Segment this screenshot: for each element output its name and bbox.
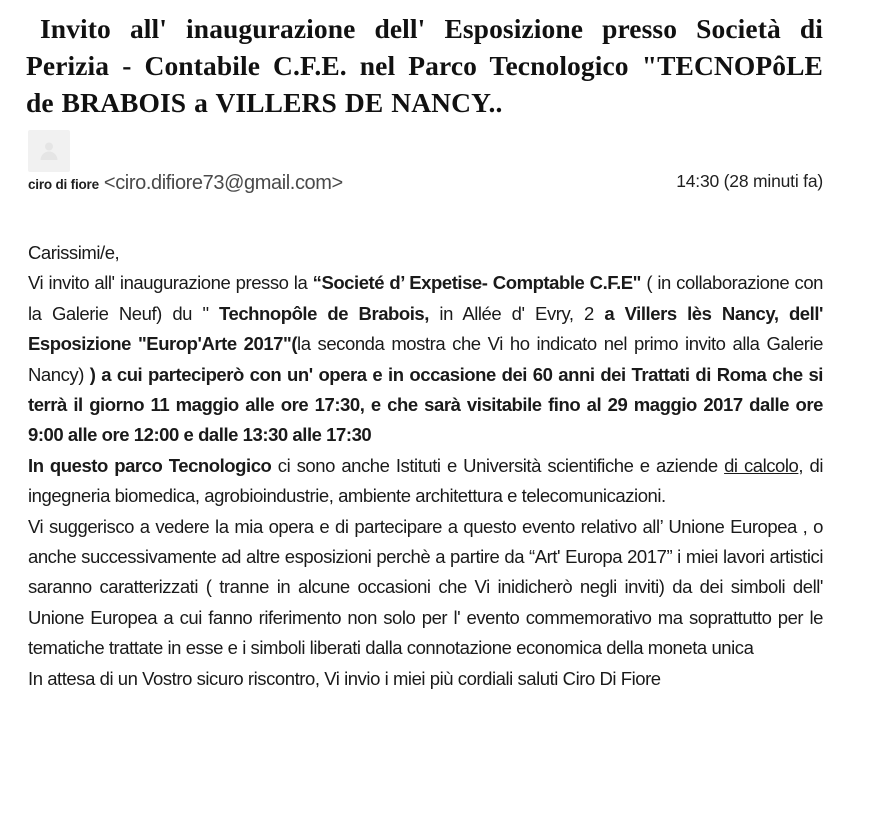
email-body (28, 238, 823, 694)
email-subject: Invito all' inaugurazione dell' Esposizione presso Società di Perizia - Contabile C.F.E. nel Parco Tecnologico "TECNOPôLE de BRABOIS a VILLERS DE NANCY.. (26, 13, 823, 118)
p2-tail: , di ingegneria biomedica, agrobioindustrie, ambiente architettura e telecomunicazioni. (28, 454, 823, 507)
sender-identity[interactable] (28, 170, 343, 198)
sender-name: ciro di fiore (28, 177, 99, 192)
p1-address: in Allée d' Evry, 2 (428, 302, 605, 324)
body-paragraph-1 (28, 268, 823, 450)
p2-di-calcolo-underline: di calcolo (724, 454, 799, 476)
p1-parenthetical: la seconda mostra che Vi ho indicato nel primo invito alla Galerie Nancy) (28, 333, 823, 385)
p1-event-details-bold: ) a cui parteciperò con un' opera e in occasione dei 60 anni dei Trattati di Roma che si terrà il giorno 11 maggio alle ore 17:30, e che sarà visitabile fino al 29 maggio 2017 dalle ore 9:00 alle ore 12:00 e dalle 13:30 alle 17:30 (28, 363, 823, 446)
p2-parco-bold: In questo parco Tecnologico (28, 454, 272, 476)
body-greeting (28, 238, 823, 268)
p1-villers-bold: a Villers lès Nancy, dell' Esposizione "Europ'Arte 2017"( (28, 302, 823, 355)
body-paragraph-4-closing: In attesa di un Vostro sicuro riscontro, Vi invio i miei più cordiali saluti Ciro Di Fiore (28, 667, 661, 689)
p1-societe-bold: “Societé d’ Expetise- Comptable C.F.E" (312, 272, 641, 294)
body-paragraph-3: Vi suggerisco a vedere la mia opera e di partecipare a questo evento relativo all’ Unione Europea , o anche successivamente ad altre esposizioni perchè a partire da “Art' Europa 2017” i miei lavori artistici saranno caratterizzati ( tranne in alcune occasioni che Vi inidicherò negli inviti) da dei simboli dell' Unione Europea a cui fanno riferimento non solo per l' evento commemorativo ma soprattutto per le tematiche trattate in esse e i simboli liberati dalla connotazione economica della moneta unica (28, 515, 823, 659)
p2-istituti: ci sono anche Istituti e Università scientifiche e aziende (271, 454, 725, 476)
p1-collab: ( in collaborazione con la Galerie Neuf) du " (28, 272, 823, 324)
p1-intro: Vi invito all' inaugurazione presso la (28, 272, 313, 294)
p1-technopole-bold: Technopôle de Brabois, (219, 302, 429, 324)
email-timestamp: 14:30 (28 minuti fa) (676, 171, 823, 191)
email-sender-row (28, 170, 823, 220)
greeting-text: Carissimi/e, (28, 242, 120, 263)
avatar (28, 130, 70, 172)
sender-email: <ciro.difiore73@gmail.com> (103, 172, 343, 194)
body-paragraph-2 (28, 451, 823, 512)
